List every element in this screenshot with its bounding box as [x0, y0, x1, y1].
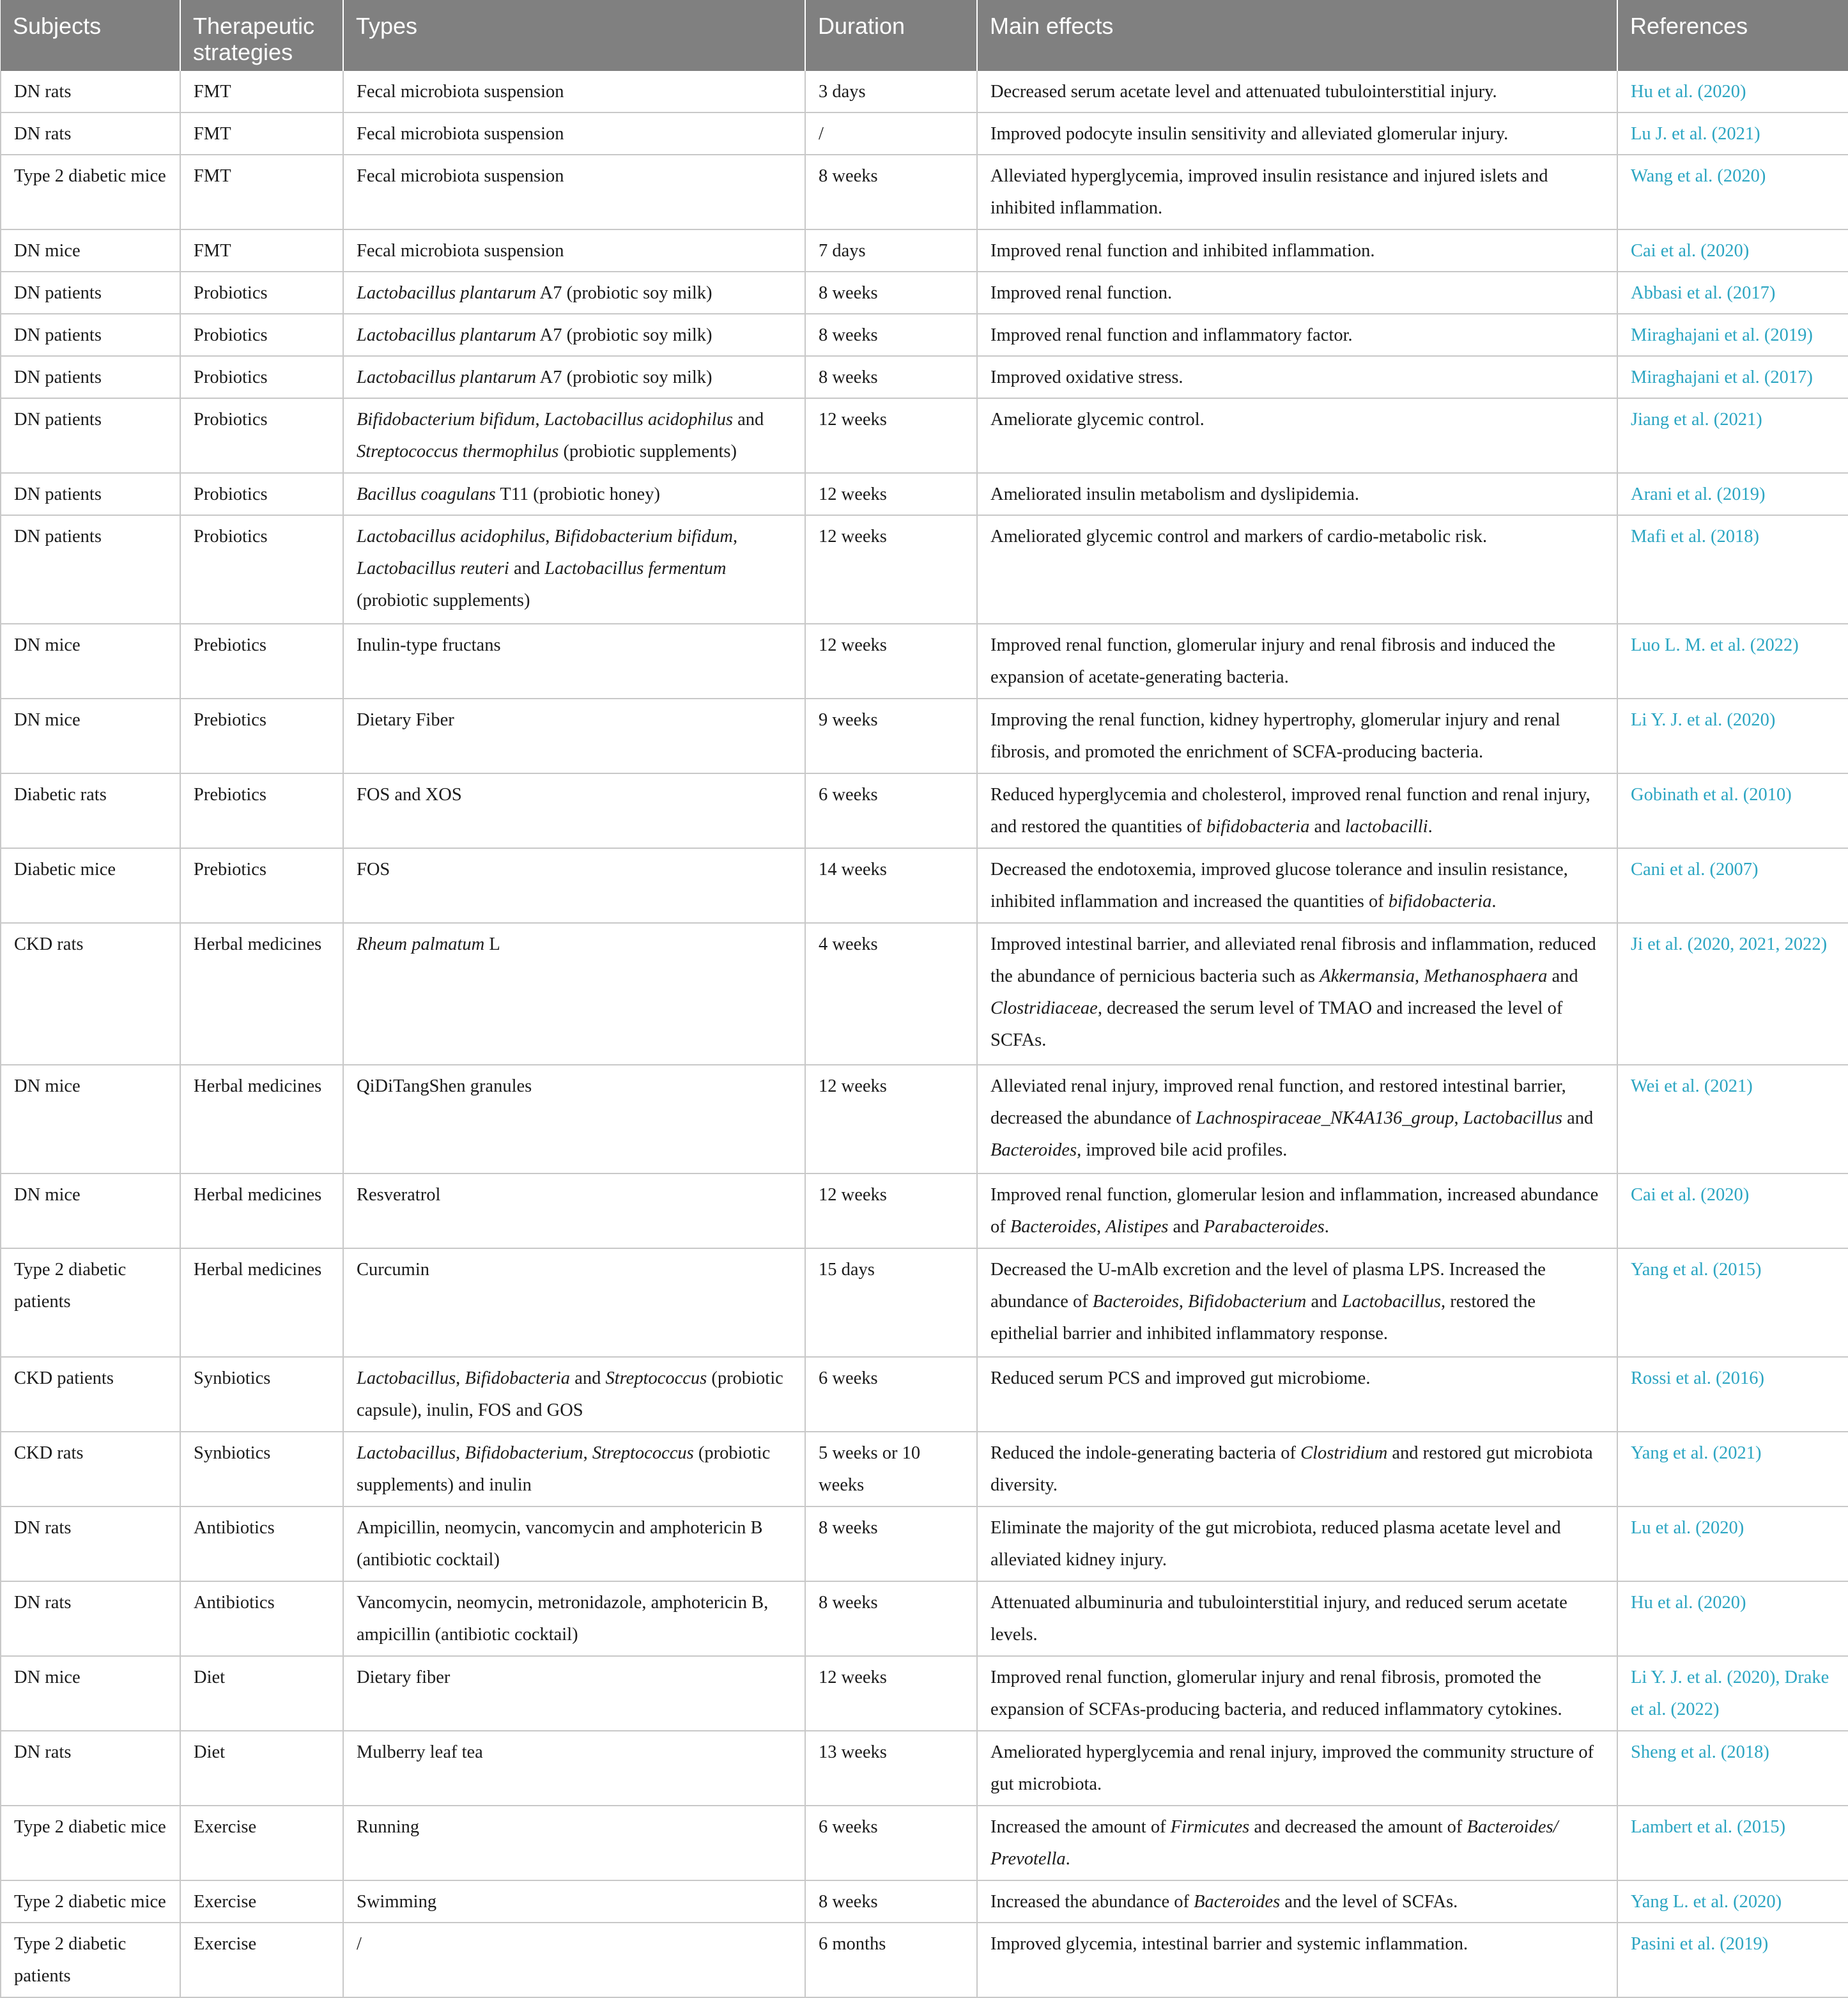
cell-duration: 6 weeks [805, 1357, 977, 1432]
cell-subjects: DN patients [1, 272, 180, 314]
cell-duration: 15 days [805, 1248, 977, 1357]
table-row [1, 1173, 1848, 1248]
cell-subjects: DN mice [1, 1656, 180, 1731]
cell-types: Bacillus coagulans T11 (probiotic honey) [343, 473, 805, 515]
cell-therapeutic-strategy: FMT [180, 71, 343, 112]
cell-duration: 3 days [805, 71, 977, 112]
cell-subjects: DN mice [1, 229, 180, 272]
header-references: References [1617, 0, 1848, 71]
table-row [1, 1065, 1848, 1173]
cell-therapeutic-strategy: Prebiotics [180, 624, 343, 699]
cell-types: FOS and XOS [343, 773, 805, 848]
cell-types: Curcumin [343, 1248, 805, 1357]
cell-reference-link[interactable]: Lambert et al. (2015) [1617, 1806, 1848, 1880]
cell-subjects: DN mice [1, 1173, 180, 1248]
table-row [1, 1806, 1848, 1880]
cell-duration: 12 weeks [805, 1656, 977, 1731]
cell-reference-link[interactable]: Sheng et al. (2018) [1617, 1731, 1848, 1806]
cell-reference-link[interactable]: Pasini et al. (2019) [1617, 1923, 1848, 1997]
cell-main-effects: Improved intestinal barrier, and alleviated renal fibrosis and inflammation, reduced the abundance of pernicious bacteria such as Akkermansia, Methanosphaera and Clostridiaceae, decreased the serum level of TMAO and increased the level of SCFAs. [977, 923, 1617, 1065]
cell-reference-link[interactable]: Yang L. et al. (2020) [1617, 1880, 1848, 1923]
cell-duration: 4 weeks [805, 923, 977, 1065]
cell-main-effects: Improved renal function, glomerular injury and renal fibrosis and induced the expansion of acetate-generating bacteria. [977, 624, 1617, 699]
cell-subjects: DN mice [1, 699, 180, 773]
cell-reference-link[interactable]: Mafi et al. (2018) [1617, 515, 1848, 624]
cell-duration: 12 weeks [805, 1173, 977, 1248]
table-row [1, 1880, 1848, 1923]
cell-types: Running [343, 1806, 805, 1880]
cell-subjects: DN mice [1, 1065, 180, 1173]
cell-subjects: CKD rats [1, 1432, 180, 1506]
table-row [1, 272, 1848, 314]
cell-types: Fecal microbiota suspension [343, 71, 805, 112]
cell-subjects: Diabetic rats [1, 773, 180, 848]
cell-reference-link[interactable]: Arani et al. (2019) [1617, 473, 1848, 515]
cell-types: Lactobacillus plantarum A7 (probiotic soy milk) [343, 356, 805, 398]
cell-therapeutic-strategy: Prebiotics [180, 848, 343, 923]
cell-reference-link[interactable]: Ji et al. (2020, 2021, 2022) [1617, 923, 1848, 1065]
cell-duration: 6 months [805, 1923, 977, 1997]
cell-subjects: DN patients [1, 473, 180, 515]
cell-duration: 8 weeks [805, 356, 977, 398]
cell-therapeutic-strategy: Synbiotics [180, 1357, 343, 1432]
cell-main-effects: Improved renal function, glomerular lesion and inflammation, increased abundance of Bacteroides, Alistipes and Parabacteroides. [977, 1173, 1617, 1248]
cell-main-effects: Improved podocyte insulin sensitivity and alleviated glomerular injury. [977, 112, 1617, 155]
table-row [1, 1581, 1848, 1656]
cell-duration: 8 weeks [805, 1581, 977, 1656]
cell-duration: 8 weeks [805, 314, 977, 356]
cell-subjects: DN rats [1, 1581, 180, 1656]
cell-therapeutic-strategy: Exercise [180, 1880, 343, 1923]
cell-types: Lactobacillus plantarum A7 (probiotic soy milk) [343, 314, 805, 356]
cell-main-effects: Reduced serum PCS and improved gut microbiome. [977, 1357, 1617, 1432]
cell-types: Ampicillin, neomycin, vancomycin and amphotericin B (antibiotic cocktail) [343, 1506, 805, 1581]
cell-reference-link[interactable]: Miraghajani et al. (2019) [1617, 314, 1848, 356]
cell-therapeutic-strategy: Antibiotics [180, 1581, 343, 1656]
cell-duration: 12 weeks [805, 398, 977, 473]
cell-duration: 8 weeks [805, 1506, 977, 1581]
cell-subjects: Type 2 diabetic patients [1, 1248, 180, 1357]
table-row [1, 229, 1848, 272]
cell-duration: 5 weeks or 10 weeks [805, 1432, 977, 1506]
cell-duration: 13 weeks [805, 1731, 977, 1806]
cell-therapeutic-strategy: Probiotics [180, 398, 343, 473]
table-row [1, 1506, 1848, 1581]
cell-subjects: DN rats [1, 112, 180, 155]
cell-types: Fecal microbiota suspension [343, 155, 805, 229]
cell-main-effects: Decreased the endotoxemia, improved glucose tolerance and insulin resistance, inhibited inflammation and increased the quantities of bifidobacteria. [977, 848, 1617, 923]
table-row [1, 398, 1848, 473]
cell-subjects: CKD rats [1, 923, 180, 1065]
cell-main-effects: Alleviated renal injury, improved renal function, and restored intestinal barrier, decreased the abundance of Lachnospiraceae_NK4A136_group, Lactobacillus and Bacteroides, improved bile acid profiles. [977, 1065, 1617, 1173]
cell-therapeutic-strategy: Antibiotics [180, 1506, 343, 1581]
table-row [1, 1731, 1848, 1806]
cell-main-effects: Ameliorated hyperglycemia and renal injury, improved the community structure of gut microbiota. [977, 1731, 1617, 1806]
cell-reference-link[interactable]: Abbasi et al. (2017) [1617, 272, 1848, 314]
table-row [1, 1656, 1848, 1731]
cell-reference-link[interactable]: Yang et al. (2015) [1617, 1248, 1848, 1357]
cell-main-effects: Improving the renal function, kidney hypertrophy, glomerular injury and renal fibrosis, and promoted the enrichment of SCFA-producing bacteria. [977, 699, 1617, 773]
cell-main-effects: Increased the abundance of Bacteroides and the level of SCFAs. [977, 1880, 1617, 1923]
cell-reference-link[interactable]: Yang et al. (2021) [1617, 1432, 1848, 1506]
cell-therapeutic-strategy: Probiotics [180, 356, 343, 398]
cell-main-effects: Alleviated hyperglycemia, improved insulin resistance and injured islets and inhibited inflammation. [977, 155, 1617, 229]
cell-subjects: Type 2 diabetic patients [1, 1923, 180, 1997]
cell-main-effects: Ameliorated insulin metabolism and dyslipidemia. [977, 473, 1617, 515]
cell-duration: 12 weeks [805, 473, 977, 515]
cell-types: Lactobacillus, Bifidobacteria and Streptococcus (probiotic capsule), inulin, FOS and GOS [343, 1357, 805, 1432]
cell-duration: 8 weeks [805, 155, 977, 229]
cell-therapeutic-strategy: Prebiotics [180, 699, 343, 773]
cell-therapeutic-strategy: Probiotics [180, 272, 343, 314]
cell-types: QiDiTangShen granules [343, 1065, 805, 1173]
cell-subjects: Type 2 diabetic mice [1, 1880, 180, 1923]
header-duration: Duration [805, 0, 977, 71]
cell-main-effects: Improved renal function, glomerular injury and renal fibrosis, promoted the expansion of SCFAs-producing bacteria, and reduced inflammatory cytokines. [977, 1656, 1617, 1731]
cell-types: Bifidobacterium bifidum, Lactobacillus acidophilus and Streptococcus thermophilus (probiotic supplements) [343, 398, 805, 473]
cell-therapeutic-strategy: FMT [180, 112, 343, 155]
cell-reference-link[interactable]: Miraghajani et al. (2017) [1617, 356, 1848, 398]
cell-reference-link[interactable]: Gobinath et al. (2010) [1617, 773, 1848, 848]
cell-duration: 7 days [805, 229, 977, 272]
cell-subjects: DN rats [1, 71, 180, 112]
cell-therapeutic-strategy: Herbal medicines [180, 1173, 343, 1248]
cell-therapeutic-strategy: Probiotics [180, 314, 343, 356]
table-row [1, 1357, 1848, 1432]
cell-duration: 6 weeks [805, 1806, 977, 1880]
table-row [1, 923, 1848, 1065]
cell-reference-link[interactable]: Cai et al. (2020) [1617, 1173, 1848, 1248]
header-therapeutic-strategies: Therapeutic strategies [180, 0, 343, 71]
header-main-effects: Main effects [977, 0, 1617, 71]
cell-subjects: DN mice [1, 624, 180, 699]
cell-therapeutic-strategy: Diet [180, 1731, 343, 1806]
cell-duration: 12 weeks [805, 1065, 977, 1173]
cell-therapeutic-strategy: Exercise [180, 1923, 343, 1997]
cell-types: Rheum palmatum L [343, 923, 805, 1065]
cell-types: Lactobacillus acidophilus, Bifidobacterium bifidum, Lactobacillus reuteri and Lactobacillus fermentum (probiotic supplements) [343, 515, 805, 624]
table-body [1, 71, 1848, 1997]
cell-duration: 9 weeks [805, 699, 977, 773]
cell-duration: 12 weeks [805, 515, 977, 624]
cell-subjects: CKD patients [1, 1357, 180, 1432]
cell-duration: 8 weeks [805, 272, 977, 314]
table-row [1, 71, 1848, 112]
cell-types: Fecal microbiota suspension [343, 229, 805, 272]
table-row [1, 112, 1848, 155]
cell-therapeutic-strategy: Probiotics [180, 473, 343, 515]
cell-subjects: DN patients [1, 515, 180, 624]
cell-types: Lactobacillus plantarum A7 (probiotic soy milk) [343, 272, 805, 314]
cell-reference-link[interactable]: Cani et al. (2007) [1617, 848, 1848, 923]
cell-types: Dietary fiber [343, 1656, 805, 1731]
cell-therapeutic-strategy: Probiotics [180, 515, 343, 624]
table-row [1, 515, 1848, 624]
cell-subjects: DN rats [1, 1731, 180, 1806]
cell-types: Swimming [343, 1880, 805, 1923]
cell-subjects: Diabetic mice [1, 848, 180, 923]
cell-therapeutic-strategy: Herbal medicines [180, 1065, 343, 1173]
cell-types: Mulberry leaf tea [343, 1731, 805, 1806]
cell-subjects: DN patients [1, 356, 180, 398]
table-row [1, 699, 1848, 773]
cell-therapeutic-strategy: Herbal medicines [180, 1248, 343, 1357]
cell-therapeutic-strategy: FMT [180, 155, 343, 229]
cell-subjects: Type 2 diabetic mice [1, 1806, 180, 1880]
cell-reference-link[interactable]: Rossi et al. (2016) [1617, 1357, 1848, 1432]
cell-therapeutic-strategy: Diet [180, 1656, 343, 1731]
table-row [1, 1432, 1848, 1506]
cell-therapeutic-strategy: Exercise [180, 1806, 343, 1880]
cell-therapeutic-strategy: Herbal medicines [180, 923, 343, 1065]
cell-therapeutic-strategy: Synbiotics [180, 1432, 343, 1506]
cell-duration: 12 weeks [805, 624, 977, 699]
cell-subjects: DN rats [1, 1506, 180, 1581]
cell-reference-link[interactable]: Hu et al. (2020) [1617, 71, 1848, 112]
cell-main-effects: Reduced the indole-generating bacteria of Clostridium and restored gut microbiota diversity. [977, 1432, 1617, 1506]
cell-reference-link[interactable]: Hu et al. (2020) [1617, 1581, 1848, 1656]
cell-main-effects: Decreased the U-mAlb excretion and the level of plasma LPS. Increased the abundance of Bacteroides, Bifidobacterium and Lactobacillus, restored the epithelial barrier and inhibited inflammatory response. [977, 1248, 1617, 1357]
cell-main-effects: Improved renal function and inflammatory factor. [977, 314, 1617, 356]
cell-types: Inulin-type fructans [343, 624, 805, 699]
table-header [1, 0, 1848, 71]
cell-main-effects: Improved renal function and inhibited inflammation. [977, 229, 1617, 272]
header-types: Types [343, 0, 805, 71]
table-row [1, 155, 1848, 229]
cell-types: Lactobacillus, Bifidobacterium, Streptococcus (probiotic supplements) and inulin [343, 1432, 805, 1506]
table-row [1, 1923, 1848, 1997]
cell-reference-link[interactable]: Lu J. et al. (2021) [1617, 112, 1848, 155]
cell-types: Vancomycin, neomycin, metronidazole, amphotericin B, ampicillin (antibiotic cocktail) [343, 1581, 805, 1656]
cell-duration: 6 weeks [805, 773, 977, 848]
cell-reference-link[interactable]: Lu et al. (2020) [1617, 1506, 1848, 1581]
cell-main-effects: Ameliorated glycemic control and markers of cardio-metabolic risk. [977, 515, 1617, 624]
cell-therapeutic-strategy: FMT [180, 229, 343, 272]
cell-main-effects: Improved renal function. [977, 272, 1617, 314]
cell-reference-link[interactable]: Wei et al. (2021) [1617, 1065, 1848, 1173]
cell-subjects: DN patients [1, 398, 180, 473]
cell-main-effects: Attenuated albuminuria and tubulointerstitial injury, and reduced serum acetate levels. [977, 1581, 1617, 1656]
cell-main-effects: Ameliorate glycemic control. [977, 398, 1617, 473]
cell-types: / [343, 1923, 805, 1997]
cell-therapeutic-strategy: Prebiotics [180, 773, 343, 848]
cell-reference-link[interactable]: Wang et al. (2020) [1617, 155, 1848, 229]
header-subjects: Subjects [13, 13, 102, 39]
table-row [1, 624, 1848, 699]
cell-subjects: Type 2 diabetic mice [1, 155, 180, 229]
cell-main-effects: Eliminate the majority of the gut microbiota, reduced plasma acetate level and alleviated kidney injury. [977, 1506, 1617, 1581]
cell-main-effects: Improved glycemia, intestinal barrier and systemic inflammation. [977, 1923, 1617, 1997]
cell-main-effects: Reduced hyperglycemia and cholesterol, improved renal function and renal injury, and restored the quantities of bifidobacteria and lactobacilli. [977, 773, 1617, 848]
table-row [1, 848, 1848, 923]
table-row [1, 1248, 1848, 1357]
cell-types: Dietary Fiber [343, 699, 805, 773]
cell-duration: 8 weeks [805, 1880, 977, 1923]
cell-reference-link[interactable]: Li Y. J. et al. (2020) [1617, 699, 1848, 773]
cell-reference-link[interactable]: Luo L. M. et al. (2022) [1617, 624, 1848, 699]
cell-types: Fecal microbiota suspension [343, 112, 805, 155]
cell-reference-link[interactable]: Cai et al. (2020) [1617, 229, 1848, 272]
cell-main-effects: Improved oxidative stress. [977, 356, 1617, 398]
cell-types: Resveratrol [343, 1173, 805, 1248]
cell-main-effects: Decreased serum acetate level and attenuated tubulointerstitial injury. [977, 71, 1617, 112]
table-row [1, 473, 1848, 515]
cell-types: FOS [343, 848, 805, 923]
cell-reference-link[interactable]: Li Y. J. et al. (2020), Drake et al. (2022) [1617, 1656, 1848, 1731]
cell-duration: / [805, 112, 977, 155]
cell-main-effects: Increased the amount of Firmicutes and decreased the amount of Bacteroides/ Prevotella. [977, 1806, 1617, 1880]
table-row [1, 773, 1848, 848]
table-row [1, 356, 1848, 398]
cell-subjects: DN patients [1, 314, 180, 356]
cell-reference-link[interactable]: Jiang et al. (2021) [1617, 398, 1848, 473]
cell-duration: 14 weeks [805, 848, 977, 923]
table-row [1, 314, 1848, 356]
header-row [1, 0, 1848, 71]
